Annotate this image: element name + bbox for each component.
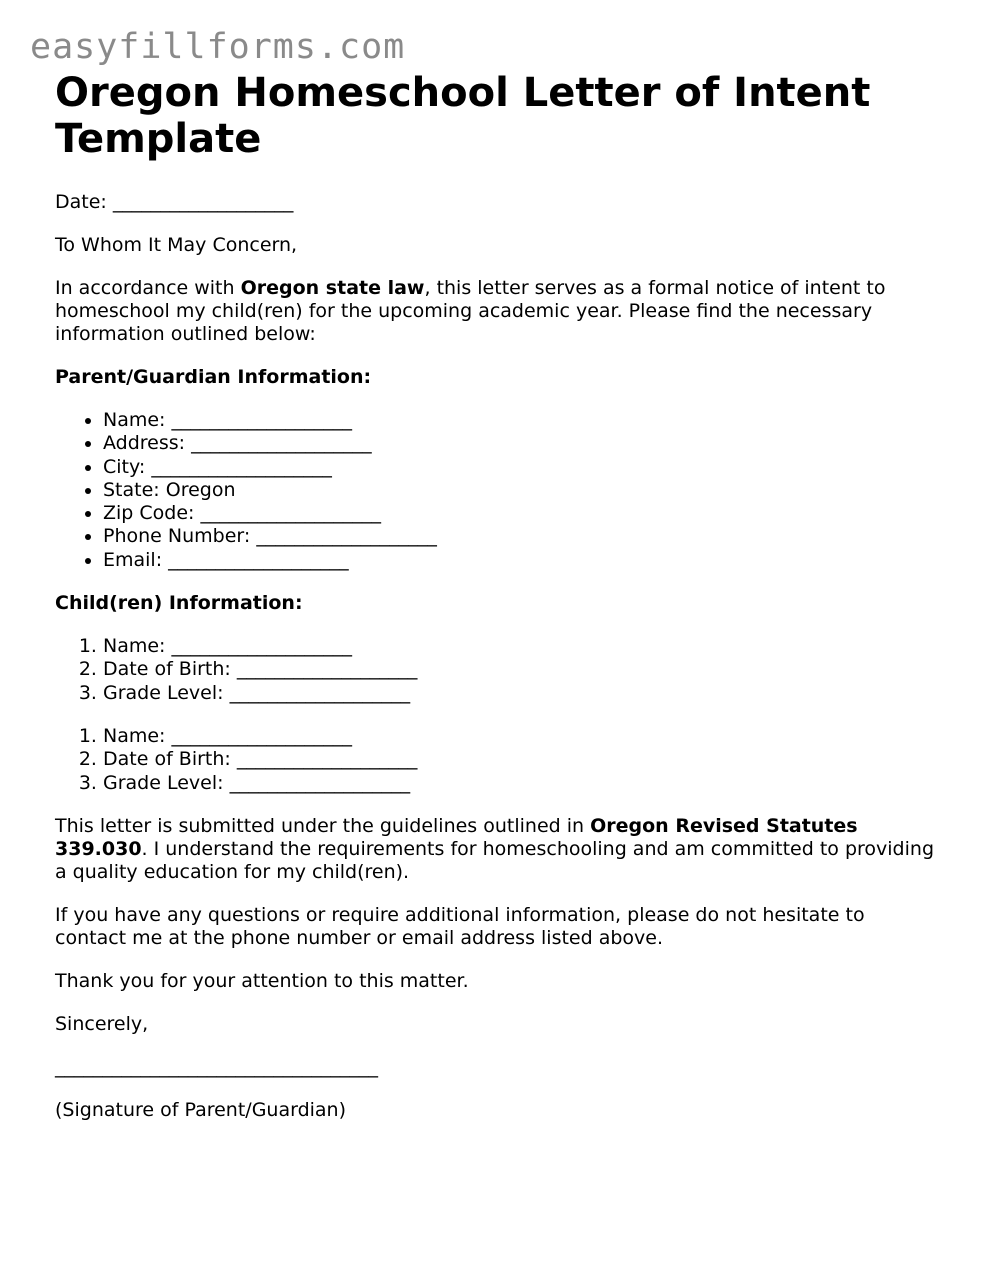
page-title: Oregon Homeschool Letter of Intent Template	[55, 70, 871, 162]
statute-pre: This letter is submitted under the guidelines outlined in	[55, 814, 591, 837]
child-1-grade-blank[interactable]: ___________________	[229, 681, 411, 704]
list-item[interactable]	[103, 502, 935, 525]
contact-paragraph: If you have any questions or require additional information, please do not hesitate to contact me at the phone number or email address listed above.	[55, 903, 865, 949]
parent-name-blank[interactable]: ___________________	[171, 409, 353, 431]
list-item[interactable]	[103, 635, 935, 658]
list-item[interactable]	[103, 682, 935, 705]
parent-city-blank[interactable]: ___________________	[151, 455, 332, 478]
child-2-name-label: Name:	[103, 724, 166, 747]
child-1-grade-label: Grade Level:	[103, 681, 224, 704]
list-item[interactable]	[103, 658, 935, 681]
date-line[interactable]	[55, 191, 935, 214]
statute-paragraph	[55, 815, 935, 884]
parent-info-list	[55, 409, 935, 572]
child-1-name-blank[interactable]: ___________________	[171, 635, 353, 658]
thanks-paragraph: Thank you for your attention to this matter.	[55, 969, 469, 992]
signature-line[interactable]: __________________________________	[55, 1055, 378, 1078]
child-2-name-blank[interactable]: ___________________	[171, 724, 353, 747]
list-item[interactable]	[103, 725, 935, 748]
parent-zip-blank[interactable]: ___________________	[200, 502, 381, 525]
parent-email-label: Email:	[103, 548, 163, 571]
statute-bold: Oregon Revised Statutes 339.030	[55, 814, 858, 860]
list-item	[103, 479, 935, 502]
parent-phone-label: Phone Number:	[103, 525, 251, 548]
parent-state-value: Oregon	[165, 478, 236, 501]
list-item[interactable]	[103, 772, 935, 795]
list-item[interactable]	[103, 525, 935, 548]
child-2-grade-label: Grade Level:	[103, 771, 224, 794]
salutation: To Whom It May Concern,	[55, 234, 298, 256]
child-1-dob-blank[interactable]: ___________________	[236, 658, 418, 681]
parent-address-label: Address:	[103, 432, 186, 455]
intro-paragraph	[55, 277, 935, 346]
intro-post: , this letter serves as a formal notice of intent to homeschool my child(ren) for the upcoming academic year. Please find the necessary information outlined below:	[55, 277, 886, 345]
letter-document	[55, 70, 935, 1122]
watermark: easyfillforms.com	[30, 27, 406, 67]
child-1-dob-label: Date of Birth:	[103, 658, 231, 681]
list-item[interactable]	[103, 456, 935, 479]
closing: Sincerely,	[55, 1012, 149, 1035]
statute-post: . I understand the requirements for homeschooling and am committed to providing a quality education for my child(ren).	[55, 837, 934, 883]
intro-pre: In accordance with	[55, 277, 241, 299]
parent-address-blank[interactable]: ___________________	[191, 432, 372, 455]
date-label: Date:	[55, 191, 107, 213]
children-heading: Child(ren) Information:	[55, 592, 303, 615]
date-blank[interactable]: ___________________	[112, 191, 294, 213]
parent-phone-blank[interactable]: ___________________	[256, 525, 437, 548]
parent-city-label: City:	[103, 455, 146, 478]
child-2-grade-blank[interactable]: ___________________	[229, 771, 411, 794]
parent-email-blank[interactable]: ___________________	[168, 548, 349, 571]
list-item[interactable]	[103, 748, 935, 771]
list-item[interactable]	[103, 549, 935, 572]
child-2-dob-blank[interactable]: ___________________	[236, 748, 418, 771]
parent-heading: Parent/Guardian Information:	[55, 366, 372, 388]
child-1-list	[55, 635, 935, 705]
parent-state-label: State:	[103, 478, 160, 501]
list-item[interactable]	[103, 409, 935, 432]
signature-caption: (Signature of Parent/Guardian)	[55, 1098, 347, 1121]
child-2-dob-label: Date of Birth:	[103, 748, 231, 771]
list-item[interactable]	[103, 432, 935, 455]
child-1-name-label: Name:	[103, 635, 166, 658]
parent-name-label: Name:	[103, 409, 166, 431]
intro-bold: Oregon state law	[240, 277, 425, 299]
child-2-list	[55, 725, 935, 795]
parent-zip-label: Zip Code:	[103, 502, 195, 525]
